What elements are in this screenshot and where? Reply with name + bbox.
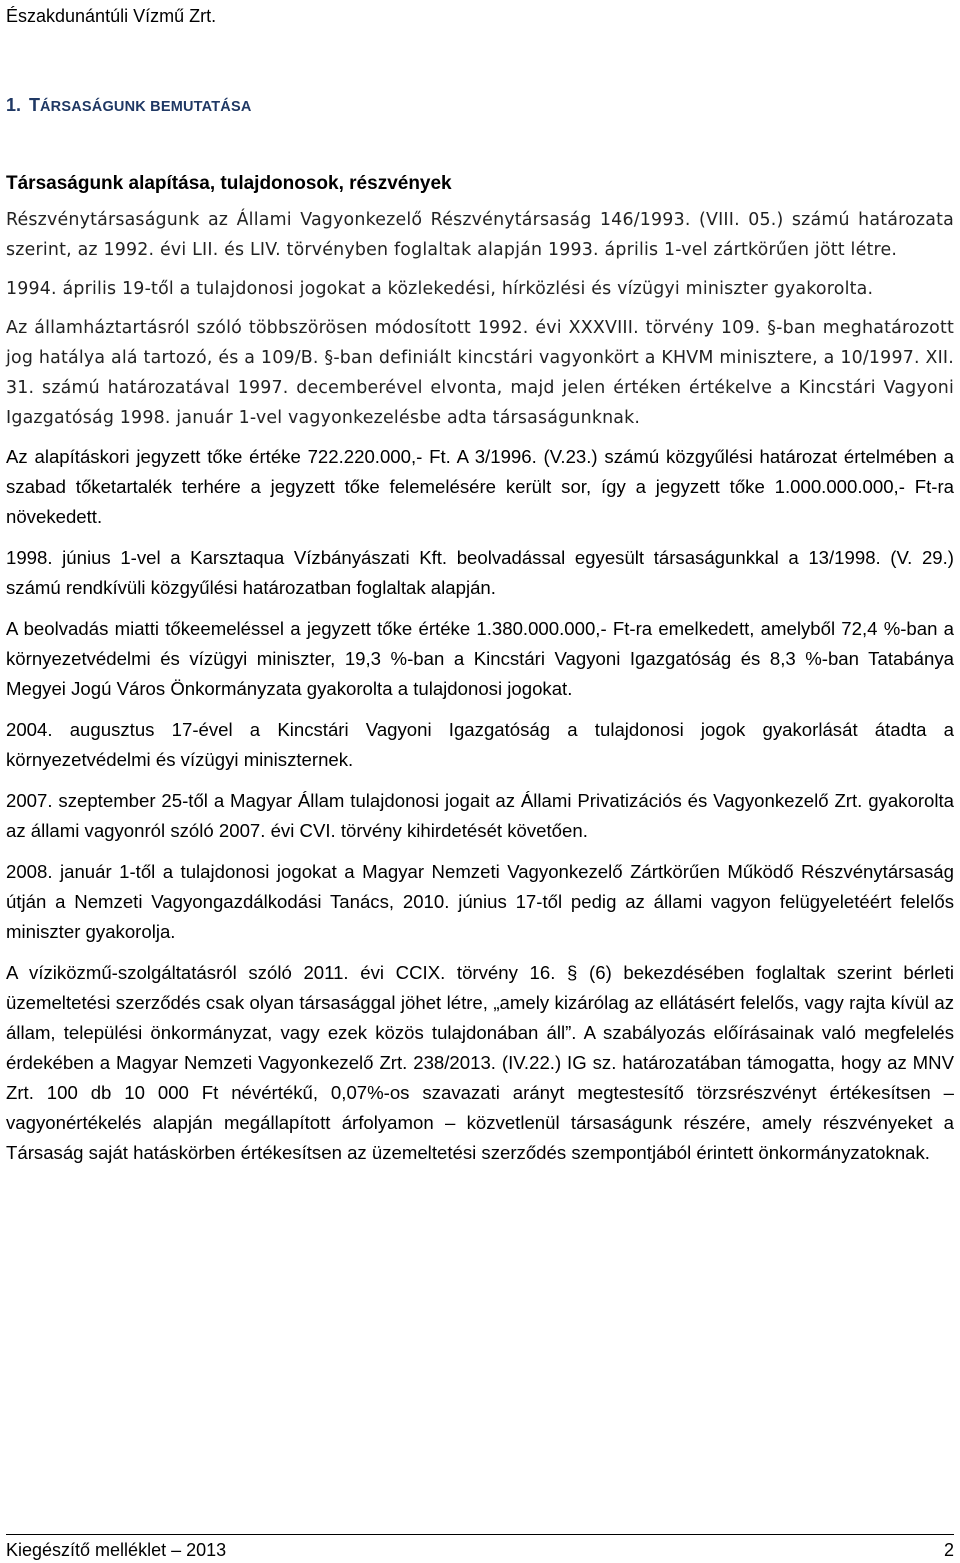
- paragraph-founding: Részvénytársaságunk az Állami Vagyonkezelő Részvénytársaság 146/1993. (VIII. 05.) számú határozata szerint, az 1992. évi LII. és LIV. törvényben foglaltak alapján 1993. április 1-vel zártkörűen jött létre.: [6, 210, 954, 260]
- paragraph-merger: 1998. június 1-vel a Karsztaqua Vízbányászati Kft. beolvadással egyesült társaságunkkal a 13/1998. (V. 29.) számú rendkívüli közgyűlési határozatban foglaltak alapján.: [6, 547, 954, 598]
- section-title-rest: ÁRSASÁGUNK BEMUTATÁSA: [40, 99, 252, 115]
- section-heading: [6, 92, 252, 120]
- paragraph-capital: Az alapításkori jegyzett tőke értéke 722.220.000,- Ft. A 3/1996. (V.23.) számú közgyűlési határozat értelmében a szabad tőketartalék terhére a jegyzett tőke felemelésére került sor, így a jegyzett tőke 1.000.000.000,- Ft-ra növekedett.: [6, 446, 954, 527]
- page-header-company: Északdunántúli Vízmű Zrt.: [6, 6, 217, 26]
- paragraph-2004: 2004. augusztus 17-ével a Kincstári Vagyoni Igazgatóság a tulajdonosi jogok gyakorlását átadta a környezetvédelmi és vízügyi miniszternek.: [6, 719, 954, 770]
- page-number: 2: [943, 1540, 954, 1560]
- paragraph-1994: 1994. április 19-től a tulajdonosi jogokat a közlekedési, hírközlési és vízügyi miniszter gyakorolta.: [6, 279, 874, 299]
- paragraph-capital-increase: A beolvadás miatti tőkeemeléssel a jegyzett tőke értéke 1.380.000.000,- Ft-ra emelkedett, amelyből 72,4 %-ban a környezetvédelmi és vízügyi miniszter, 19,3 %-ban a Kincstári Vagyoni Igazgatóság és 8,3 %-ban Tatabánya Megyei Jogú Város Önkormányzata gyakorolta a tulajdonosi jogokat.: [6, 618, 954, 699]
- section-number: 1.: [6, 95, 22, 115]
- footer-title: Kiegészítő melléklet – 2013: [6, 1540, 227, 1560]
- document-body: [6, 205, 954, 1168]
- paragraph-2007: 2007. szeptember 25-től a Magyar Állam tulajdonosi jogait az Állami Privatizációs és Vagyonkezelő Zrt. gyakorolta az állami vagyonról szóló 2007. évi CVI. törvény kihirdetését követően.: [6, 790, 954, 841]
- paragraph-treasury: Az államháztartásról szóló többszörösen módosított 1992. évi XXXVIII. törvény 109. §-ban meghatározott jog hatálya alá tartozó, és a 109/B. §-ban definiált kincstári vagyonkört a KHVM minisztere, a 10/1997. XII. 31. számú határozatával 1997. decemberével elvonta, majd jelen értéken értékelve a Kincstári Vagyoni Igazgatóság 1998. január 1-vel vagyonkezelésbe adta társaságunknak.: [6, 318, 954, 428]
- document-page: [6, 0, 954, 1563]
- paragraph-2008: 2008. január 1-től a tulajdonosi jogokat a Magyar Nemzeti Vagyonkezelő Zártkörűen Működő Részvénytársaság útján a Nemzeti Vagyongazdálkodási Tanács, 2010. június 17-től pedig az állami vagyon felügyeletéért felelős miniszter gyakorolja.: [6, 861, 954, 942]
- footer-divider: [6, 1534, 954, 1535]
- section-title-initial: T: [29, 95, 41, 115]
- subsection-heading: Társaságunk alapítása, tulajdonosok, részvények: [6, 173, 452, 194]
- paragraph-2011-law: A víziközmű-szolgáltatásról szóló 2011. évi CCIX. törvény 16. § (6) bekezdésében foglaltak szerint bérleti üzemeltetési szerződés csak olyan társasággal jöhet létre, „amely kizárólag az ellátásért felelős, vagy rajta kívül az állam, települési önkormányzat, vagy ezek közös tulajdonában áll”. A szabályozás előírásainak való megfelelés érdekében a Magyar Nemzeti Vagyonkezelő Zrt. 238/2013. (IV.22.) IG sz. határozatában támogatta, hogy az MNV Zrt. 100 db 10 000 Ft névértékű, 0,07%-os szavazati arányt megtestesítő törzsrészvényt értékesítsen – vagyonértékelés alapján megállapított árfolyamon – közvetlenül társaságunk részére, amely részvényeket a Társaság saját hatáskörben értékesítsen az üzemeltetési szerződés szempontjából érintett önkormányzatoknak.: [6, 962, 954, 1163]
